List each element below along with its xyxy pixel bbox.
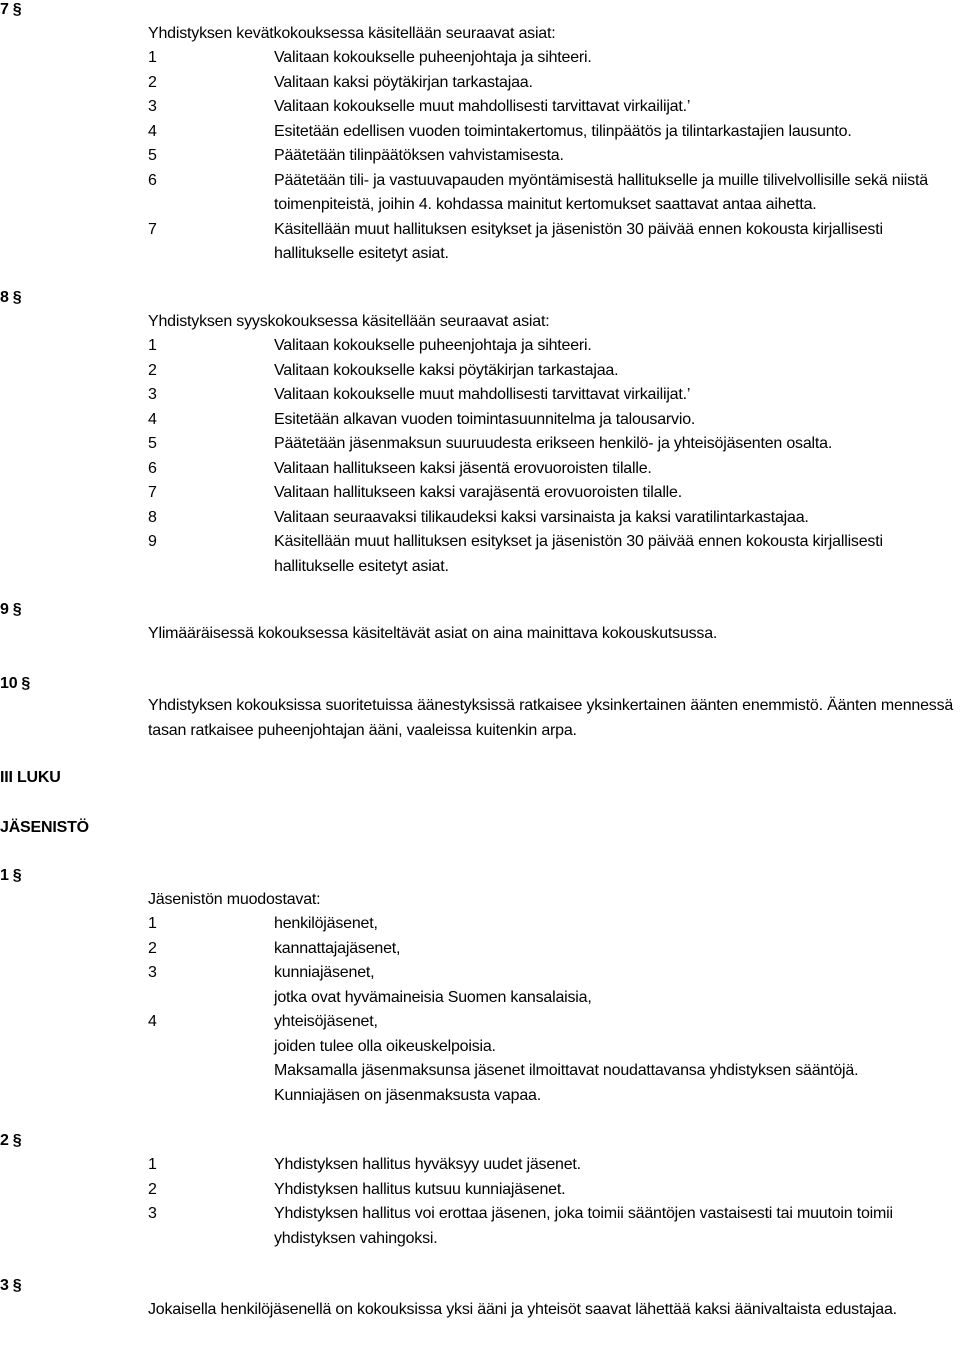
item-number: 2: [148, 73, 157, 91]
item-text: Päätetään tilinpäätöksen vahvistamisesta.: [274, 147, 564, 164]
list-item: [148, 169, 960, 218]
item-number: [148, 986, 274, 1011]
item-text: Käsitellään muut hallituksen esitykset ja jäsenistön 30 päivää ennen kokousta kirjallisesti hallitukselle esitetyt asiat.: [274, 220, 883, 262]
item-text: Esitetään alkavan vuoden toimintasuunnitelma ja talousarvio.: [274, 410, 696, 428]
item-text: Kunniajäsen on jäsenmaksusta vapaa.: [274, 1086, 541, 1104]
item-number: 3: [148, 98, 157, 115]
section-number: 1: [0, 867, 9, 884]
item-number: 9: [148, 533, 157, 550]
chapter-label: III LUKU: [0, 769, 61, 786]
section-sign: §: [12, 1, 22, 18]
item-number: [148, 1059, 274, 1084]
item-number: 3: [148, 964, 157, 981]
item-number: 6: [148, 171, 157, 189]
section-sign: §: [12, 867, 22, 884]
list-item: [148, 46, 960, 71]
item-number: 3: [148, 1205, 157, 1222]
section-8-intro: Yhdistyksen syyskokouksessa käsitellään seuraavat asiat:: [148, 313, 550, 330]
section-heading-10: [0, 674, 30, 694]
section-sign: §: [12, 1277, 22, 1294]
item-text: Yhdistyksen hallitus voi erottaa jäsenen, joka toimii sääntöjen vastaisesti tai muutoin toimii yhdistyksen vahingoksi.: [274, 1205, 893, 1247]
list-item: [148, 383, 960, 408]
member-section-1-list: [148, 912, 960, 1108]
item-number: [148, 1084, 274, 1109]
list-item: [148, 1084, 960, 1109]
item-number: 2: [148, 1180, 157, 1198]
section-number: 9: [0, 601, 9, 618]
section-7-list: [148, 46, 960, 267]
item-text: kannattajajäsenet,: [274, 939, 401, 957]
item-text: yhteisöjäsenet,: [274, 1013, 378, 1030]
item-text: Esitetään edellisen vuoden toimintakertomus, tilinpäätös ja tilintarkastajien lausunto.: [274, 122, 852, 140]
list-item: [148, 481, 960, 506]
list-item: [148, 530, 960, 579]
list-item: [148, 95, 960, 120]
section-sign: §: [12, 289, 22, 306]
item-text: Yhdistyksen hallitus hyväksyy uudet jäsenet.: [274, 1156, 581, 1173]
item-text: Käsitellään muut hallituksen esitykset ja jäsenistön 30 päivää ennen kokousta kirjallisesti hallitukselle esitetyt asiat.: [274, 533, 883, 575]
list-item: [148, 961, 960, 986]
section-number: 2: [0, 1132, 9, 1149]
section-number: 8: [0, 289, 9, 306]
section-heading-7: [0, 0, 21, 20]
item-number: 8: [148, 508, 157, 526]
item-number: 1: [148, 1156, 157, 1173]
item-text: Valitaan kokoukselle kaksi pöytäkirjan tarkastajaa.: [274, 361, 619, 379]
list-item: [148, 986, 960, 1011]
section-heading-9: [0, 600, 21, 620]
list-item: [148, 359, 960, 384]
list-item: [148, 1202, 960, 1251]
item-text: Valitaan kokoukselle muut mahdollisesti tarvittavat virkailijat.’: [274, 386, 691, 403]
item-number: 5: [148, 147, 157, 164]
section-7-intro: Yhdistyksen kevätkokouksessa käsitellään seuraavat asiat:: [148, 25, 556, 42]
item-text: Päätetään jäsenmaksun suuruudesta erikseen henkilö- ja yhteisöjäsenten osalta.: [274, 435, 833, 452]
item-number: 3: [148, 386, 157, 403]
section-number: 10: [0, 675, 18, 692]
item-text: Päätetään tili- ja vastuuvapauden myöntämisestä hallitukselle ja muille tilivelvollisille sekä niistä toimenpiteistä, joihin 4. kohdassa mainitut kertomukset saattavat antaa aihetta.: [274, 171, 928, 213]
section-8-list: [148, 334, 960, 579]
item-text: Valitaan kokoukselle puheenjohtaja ja sihteeri.: [274, 49, 592, 66]
list-item: [148, 218, 960, 267]
item-text: Valitaan seuraavaksi tilikaudeksi kaksi varsinaista ja kaksi varatilintarkastajaa.: [274, 508, 809, 526]
item-text: Valitaan hallitukseen kaksi jäsentä erovuoroisten tilalle.: [274, 459, 652, 477]
member-section-1-intro: Jäsenistön muodostavat:: [148, 891, 321, 908]
list-item: [148, 144, 960, 169]
item-number: 7: [148, 220, 157, 238]
item-number: 4: [148, 410, 157, 428]
item-number: 2: [148, 361, 157, 379]
item-number: 1: [148, 49, 157, 66]
section-heading-8: [0, 288, 21, 308]
list-item: [148, 71, 960, 96]
list-item: [148, 457, 960, 482]
item-number: 1: [148, 337, 157, 354]
list-item: [148, 1010, 960, 1035]
list-item: [148, 1178, 960, 1203]
list-item: [148, 1035, 960, 1060]
item-text: jotka ovat hyvämaineisia Suomen kansalaisia,: [274, 988, 592, 1006]
section-number: 3: [0, 1277, 9, 1294]
member-section-2-list: [148, 1153, 960, 1251]
list-item: [148, 912, 960, 937]
chapter-title: JÄSENISTÖ: [0, 819, 89, 836]
section-number: 7: [0, 1, 9, 18]
item-text: Valitaan kokoukselle puheenjohtaja ja sihteeri.: [274, 337, 592, 354]
item-number: 4: [148, 1013, 157, 1030]
item-text: henkilöjäsenet,: [274, 915, 378, 932]
item-number: 1: [148, 915, 157, 932]
section-sign: §: [12, 1132, 22, 1149]
list-item: [148, 408, 960, 433]
list-item: [148, 334, 960, 359]
list-item: [148, 1059, 960, 1084]
list-item: [148, 937, 960, 962]
member-section-heading-3: [0, 1276, 21, 1296]
item-number: 7: [148, 484, 157, 501]
section-sign: §: [21, 675, 31, 692]
member-section-heading-1: [0, 866, 21, 886]
member-section-heading-2: [0, 1131, 21, 1151]
list-item: [148, 120, 960, 145]
item-text: kunniajäsenet,: [274, 964, 375, 981]
section-sign: §: [12, 601, 22, 618]
section-9-text: Ylimääräisessä kokouksessa käsiteltävät asiat on aina mainittava kokouskutsussa.: [148, 625, 718, 642]
item-text: Valitaan kaksi pöytäkirjan tarkastajaa.: [274, 73, 533, 91]
item-text: Valitaan kokoukselle muut mahdollisesti tarvittavat virkailijat.’: [274, 98, 691, 115]
list-item: [148, 1153, 960, 1178]
item-text: Valitaan hallitukseen kaksi varajäsentä erovuoroisten tilalle.: [274, 484, 682, 501]
item-text: joiden tulee olla oikeuskelpoisia.: [274, 1037, 496, 1055]
list-item: [148, 432, 960, 457]
section-10-text: Yhdistyksen kokouksissa suoritetuissa äänestyksissä ratkaisee yksinkertainen äänten enemmistö. Äänten mennessä tasan ratkaisee puheenjohtajan ääni, vaaleissa kuitenkin arpa.: [148, 697, 954, 739]
item-text: Yhdistyksen hallitus kutsuu kunniajäsenet.: [274, 1180, 566, 1198]
item-number: 2: [148, 939, 157, 957]
list-item: [148, 506, 960, 531]
item-number: 6: [148, 459, 157, 477]
item-number: [148, 1035, 274, 1060]
item-number: 5: [148, 435, 157, 452]
member-section-3-text: Jokaisella henkilöjäsenellä on kokouksissa yksi ääni ja yhteisöt saavat lähettää kaksi äänivaltaista edustajaa.: [148, 1301, 897, 1318]
item-number: 4: [148, 122, 157, 140]
item-text: Maksamalla jäsenmaksunsa jäsenet ilmoittavat noudattavansa yhdistyksen sääntöjä.: [274, 1062, 859, 1079]
